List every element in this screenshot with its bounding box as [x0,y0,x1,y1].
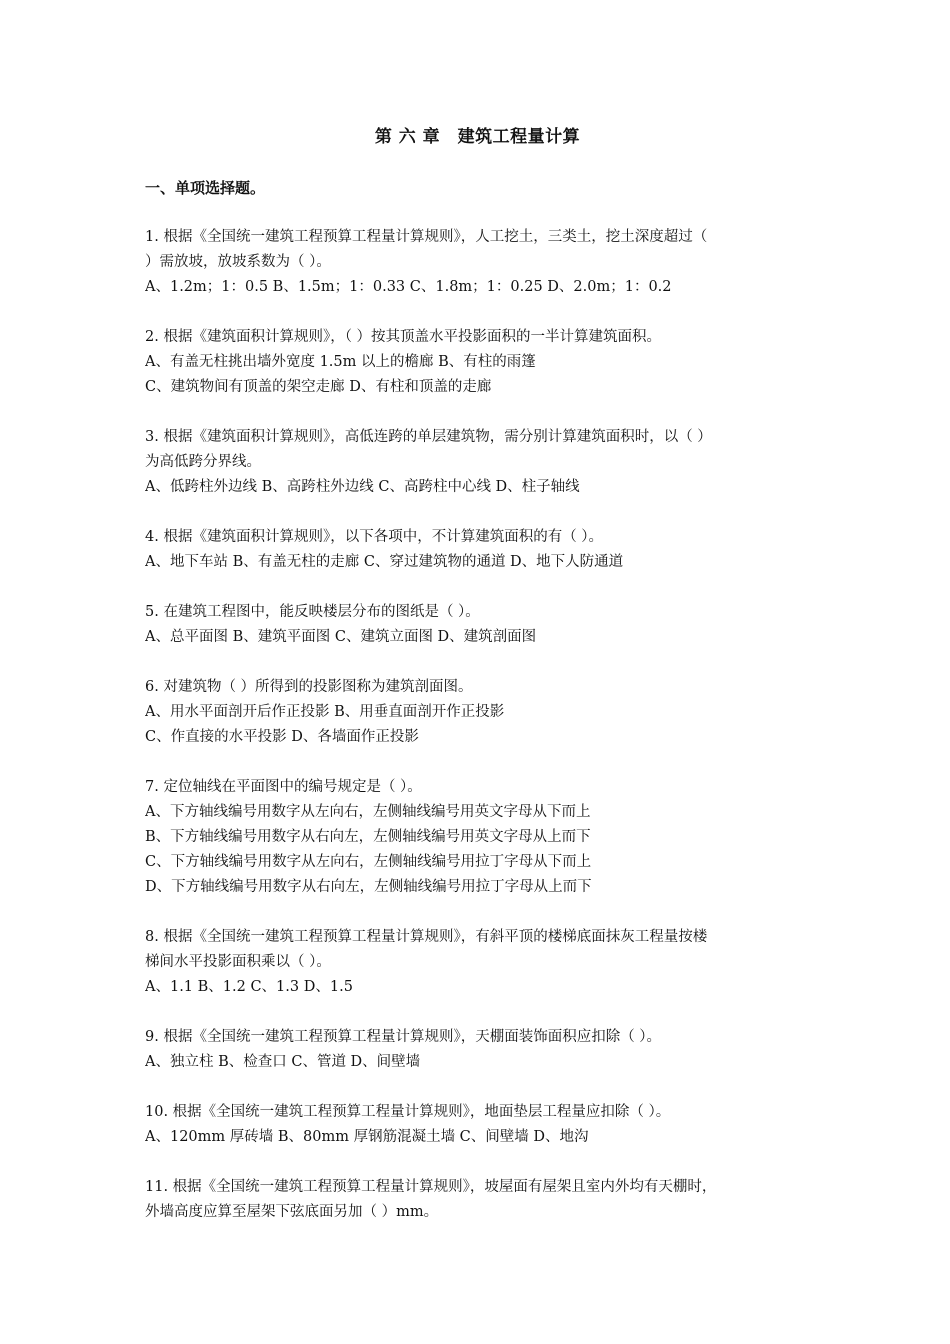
question-stem-line: 3. 根据《建筑面积计算规则》，高低连跨的单层建筑物，需分别计算建筑面积时，以（ ） [145,429,712,445]
question-stem-line: 7. 定位轴线在平面图中的编号规定是（ ）。 [145,779,422,795]
question-options-line: A、用水平面剖开后作正投影 B、用垂直面剖开作正投影 [145,704,505,720]
question-8 [145,925,810,1000]
question-options-line: A、下方轴线编号用数字从左向右，左侧轴线编号用英文字母从下而上 [145,804,591,820]
question-3 [145,425,810,500]
question-options-line: D、下方轴线编号用数字从右向左，左侧轴线编号用拉丁字母从上而下 [145,879,592,895]
question-options-line: C、建筑物间有顶盖的架空走廊 D、有柱和顶盖的走廊 [145,379,492,395]
question-options-line: C、作直接的水平投影 D、各墙面作正投影 [145,729,419,745]
question-stem-line: 梯间水平投影面积乘以（ ）。 [145,954,331,970]
question-6 [145,675,810,750]
question-stem-line: 外墙高度应算至屋架下弦底面另加（ ）mm。 [145,1204,439,1220]
question-stem-line: 1. 根据《全国统一建筑工程预算工程量计算规则》，人工挖土，三类土，挖土深度超过（ [145,229,708,245]
question-stem-line: 11. 根据《全国统一建筑工程预算工程量计算规则》，坡屋面有屋架且室内外均有天棚时， [145,1179,717,1195]
question-stem-line: 5. 在建筑工程图中，能反映楼层分布的图纸是（ ）。 [145,604,480,620]
question-stem-line: 10. 根据《全国统一建筑工程预算工程量计算规则》，地面垫层工程量应扣除（ ）。 [145,1104,671,1120]
question-stem-line: 为高低跨分界线。 [145,454,261,470]
question-2 [145,325,810,400]
question-options-line: A、120mm 厚砖墙 B、80mm 厚钢筋混凝土墙 C、间壁墙 D、地沟 [145,1129,589,1145]
question-7 [145,775,810,900]
question-4 [145,525,810,575]
question-list [145,225,810,1225]
question-options-line: B、下方轴线编号用数字从右向左，左侧轴线编号用英文字母从上而下 [145,829,591,845]
question-stem-line: 4. 根据《建筑面积计算规则》，以下各项中，不计算建筑面积的有（ ）。 [145,529,604,545]
question-stem-line: 6. 对建筑物（ ）所得到的投影图称为建筑剖面图。 [145,679,473,695]
question-11 [145,1175,810,1225]
question-stem-line: 2. 根据《建筑面积计算规则》，（ ）按其顶盖水平投影面积的一半计算建筑面积。 [145,329,662,345]
question-stem-line: 9. 根据《全国统一建筑工程预算工程量计算规则》，天棚面装饰面积应扣除（ ）。 [145,1029,662,1045]
question-5 [145,600,810,650]
question-9 [145,1025,810,1075]
question-10 [145,1100,810,1150]
question-options-line: A、总平面图 B、建筑平面图 C、建筑立面图 D、建筑剖面图 [145,629,537,645]
document-page [145,124,810,1250]
question-stem-line: ）需放坡，放坡系数为（ ）。 [145,254,331,270]
question-options-line: A、独立柱 B、检查口 C、管道 D、间壁墙 [145,1054,421,1070]
question-options-line: A、低跨柱外边线 B、高跨柱外边线 C、高跨柱中心线 D、柱子轴线 [145,479,580,495]
question-options-line: A、地下车站 B、有盖无柱的走廊 C、穿过建筑物的通道 D、地下人防通道 [145,554,624,570]
chapter-title: 第 六 章 建筑工程量计算 [374,127,581,147]
question-options-line: C、下方轴线编号用数字从左向右，左侧轴线编号用拉丁字母从下而上 [145,854,592,870]
question-options-line: A、1.1 B、1.2 C、1.3 D、1.5 [145,979,353,995]
question-1 [145,225,810,300]
question-options-line: A、有盖无柱挑出墙外宽度 1.5m 以上的檐廊 B、有柱的雨篷 [145,354,536,370]
question-options-line: A、1.2m；1：0.5 B、1.5m；1：0.33 C、1.8m；1：0.25 D、2.0m；1：0.2 [145,279,672,295]
section-title: 一、单项选择题。 [145,179,266,197]
question-stem-line: 8. 根据《全国统一建筑工程预算工程量计算规则》，有斜平顶的楼梯底面抹灰工程量按楼 [145,929,708,945]
